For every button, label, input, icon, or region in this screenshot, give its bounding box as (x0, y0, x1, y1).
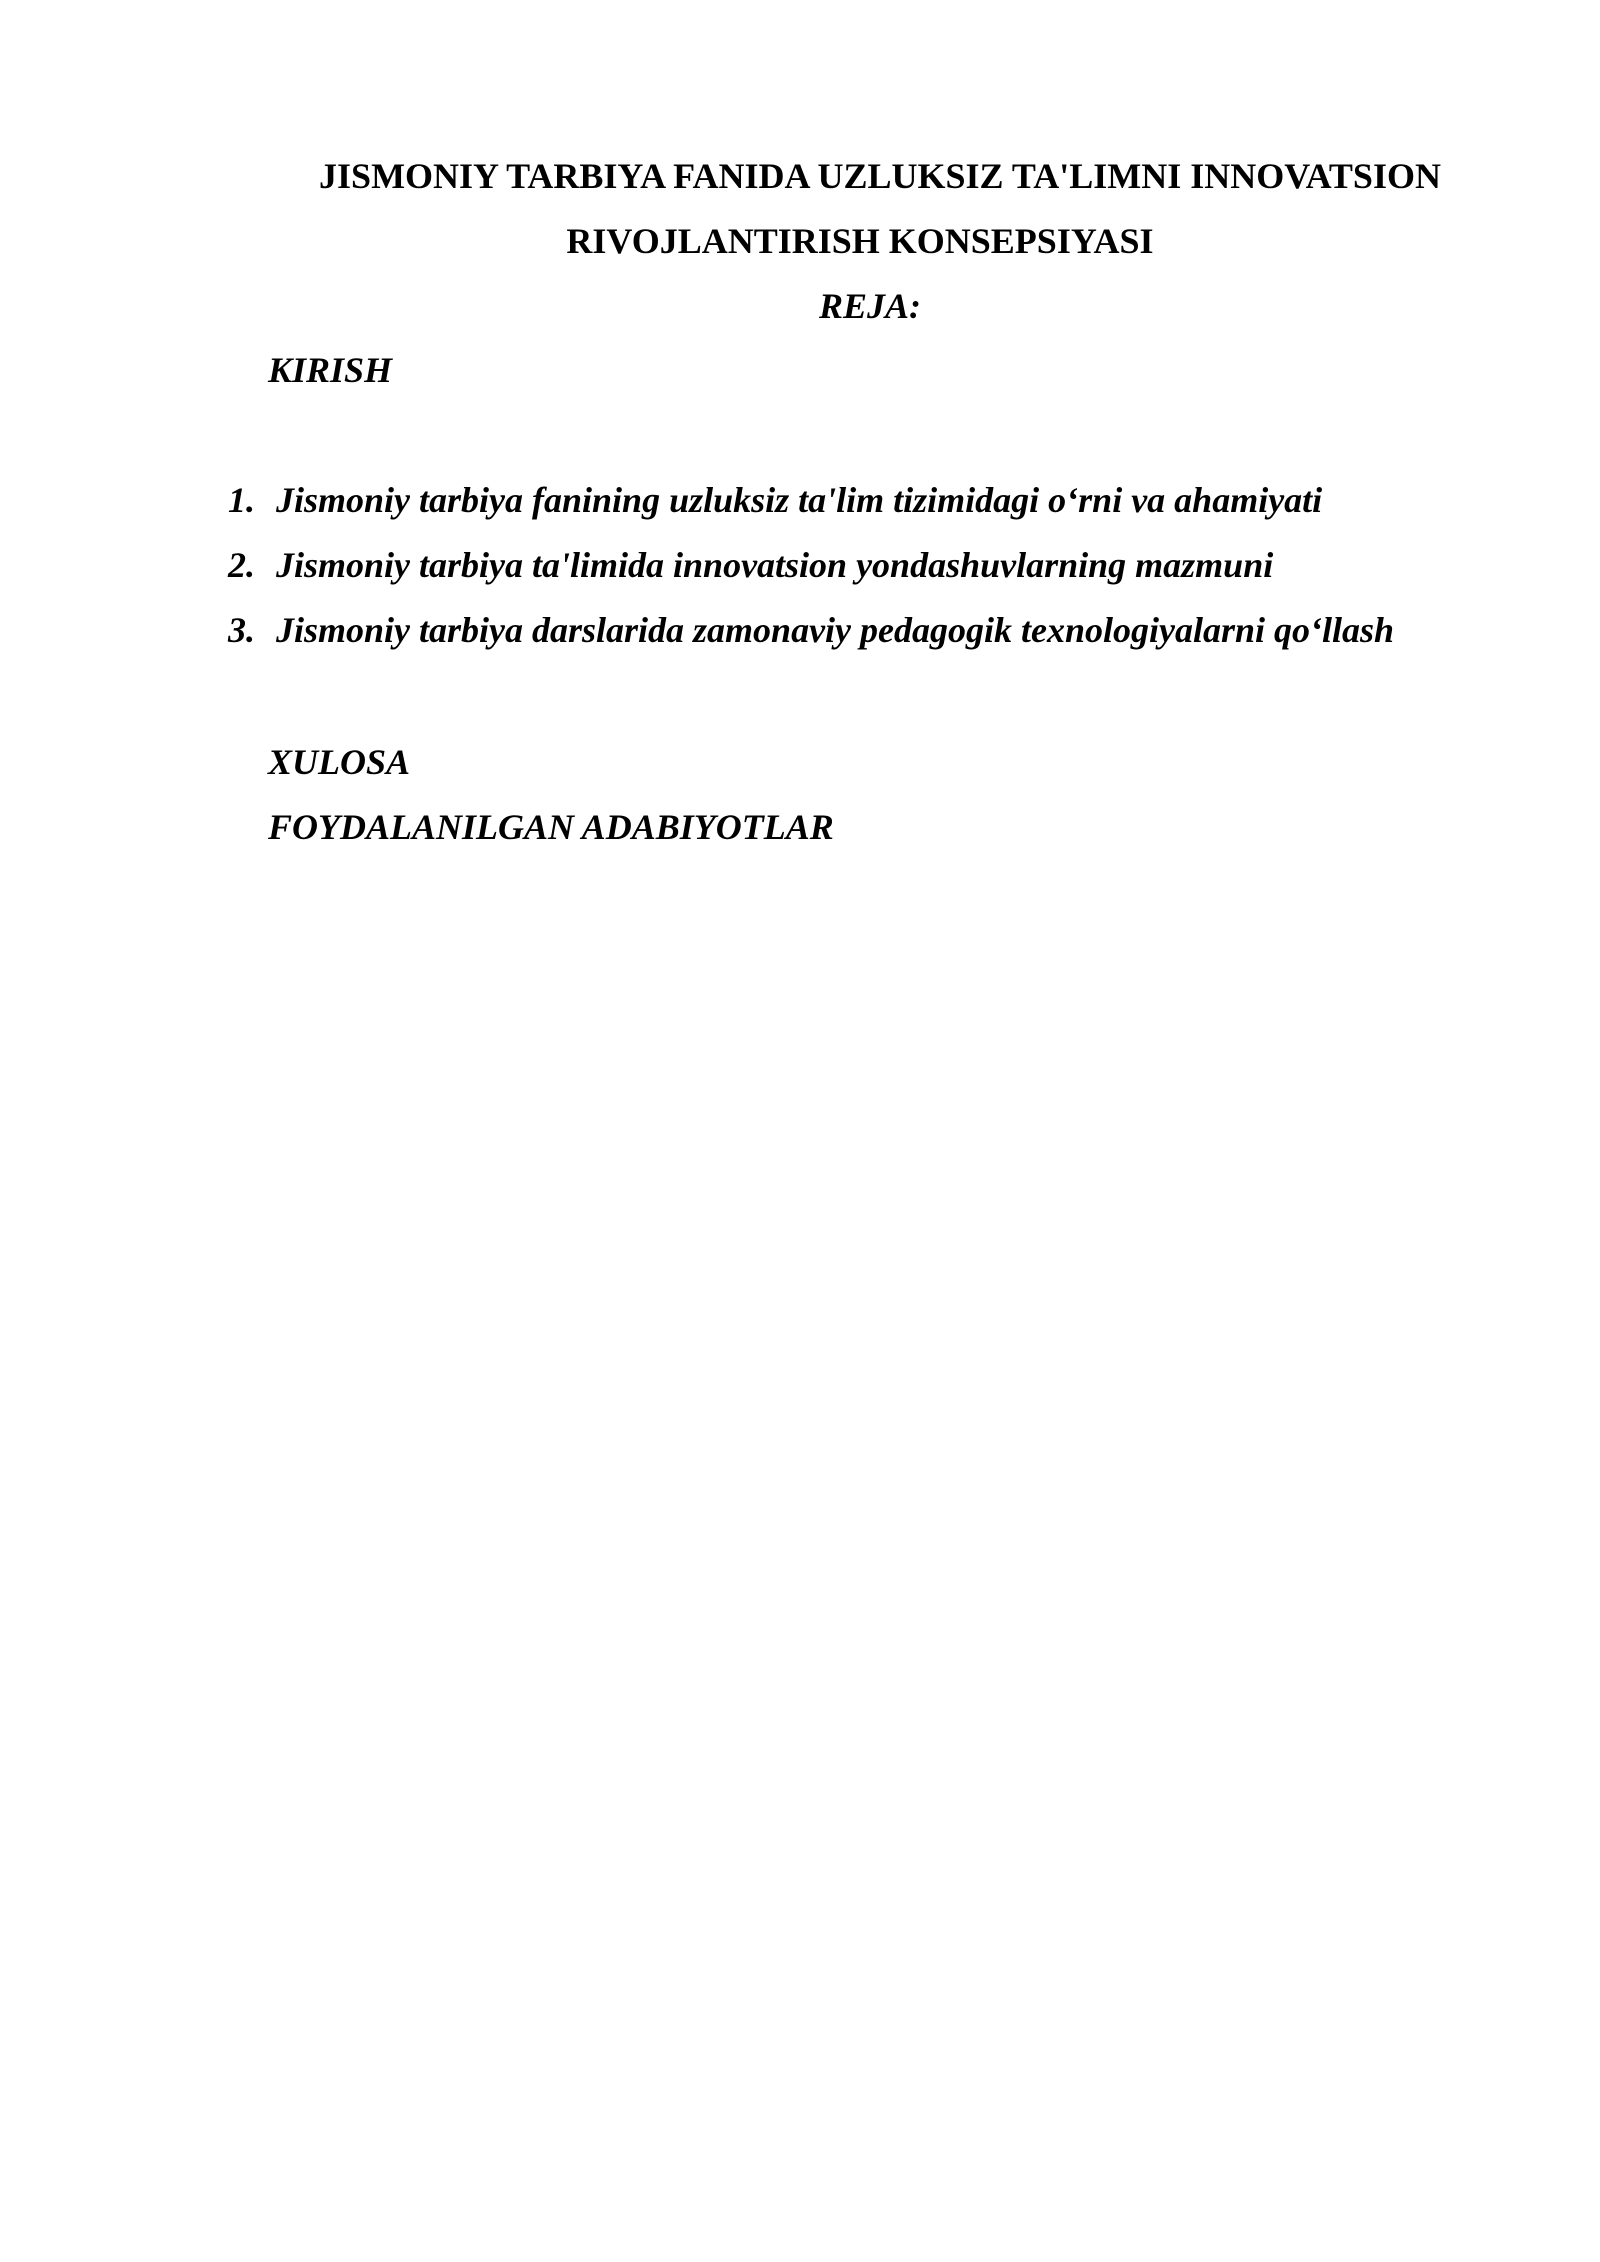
plan-item-text: Jismoniy tarbiya ta'limida innovatsion yondashuvlarning mazmuni (276, 545, 1274, 585)
document-title-line-2: RIVOJLANTIRISH KONSEPSIYASI (566, 221, 1154, 261)
plan-item-text: Jismoniy tarbiya darslarida zamonaviy pedagogik texnologiyalarni qo‘llash (276, 610, 1395, 650)
plan-item-text: Jismoniy tarbiya fanining uzluksiz ta'lim tizimidagi o‘rni va ahamiyati (276, 480, 1323, 520)
plan-item-2 (228, 543, 1394, 608)
document-title-line-1: JISMONIY TARBIYA FANIDA UZLUKSIZ TA'LIMNI INNOVATSION (319, 156, 1441, 196)
plan-heading: REJA: (818, 286, 922, 326)
plan-item-number: 3. (228, 610, 255, 650)
plan-item-number: 2. (228, 545, 255, 585)
intro-heading: KIRISH (268, 350, 393, 390)
references-heading: FOYDALANILGAN ADABIYOTLAR (268, 807, 834, 847)
conclusion-heading: XULOSA (268, 742, 411, 782)
plan-item-number: 1. (228, 480, 255, 520)
plan-item-3 (228, 608, 1394, 673)
plan-list (228, 478, 1394, 673)
plan-item-1 (228, 478, 1394, 543)
